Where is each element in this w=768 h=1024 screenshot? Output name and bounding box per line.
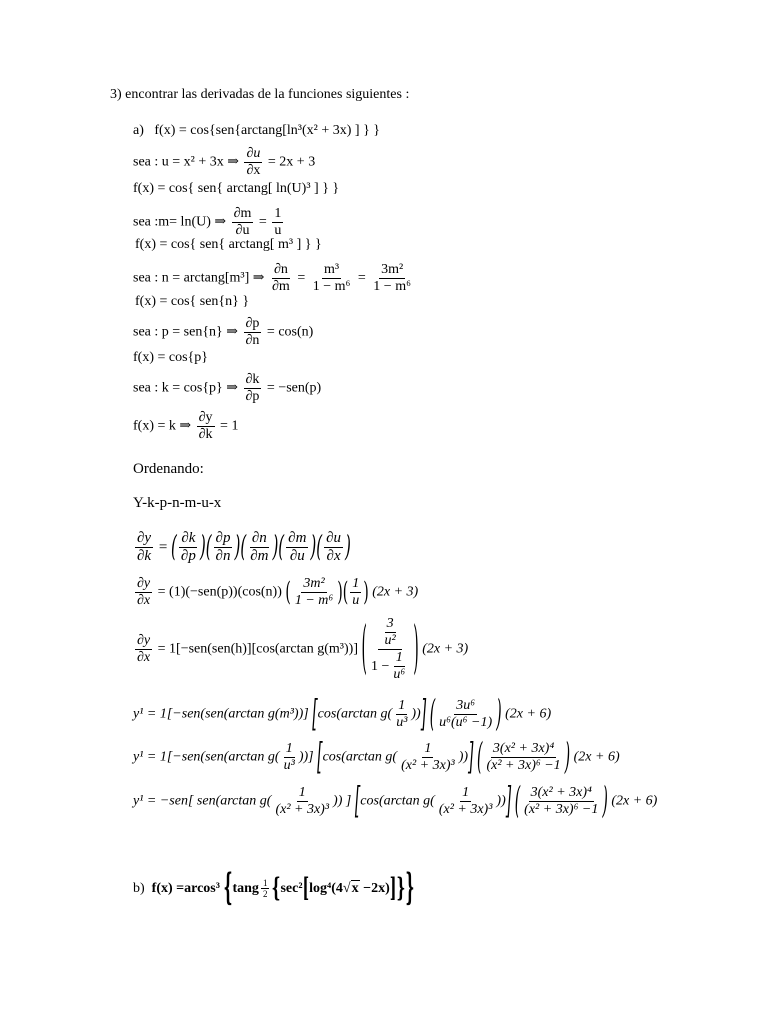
eq-f2: f(x) = cos{ sen{ arctang[ ln(U)³ ] } }: [133, 181, 340, 196]
problem-heading: 3) encontrar las derivadas de la funciones siguientes :: [110, 87, 410, 102]
derivation-5: y¹ = 1[−sen(sen(arctan g( $\frac{1}{\text{u³}}$ ))] [cos(arctan g( $\frac{1}{\text{(x² + 3x)³}}$ ))] ( $\frac{\text{3(x² + 3x)⁴}}{\text{(x² + 3x)⁶ −1}}$ ) (2x + 6): [133, 736, 620, 779]
nested-fraction: $\frac{3}{\text{u²}}$ 1 − $\frac{1}{\text{u⁶}}$: [370, 616, 406, 683]
ordenando-label: Ordenando:: [133, 461, 204, 477]
derivation-2: $\frac{\partial y}{\partial x}$ = (1)(−sen(p))(cos(n)) ( $\frac{\text{3m²}}{\text{1 − m⁶}}$ )( $\frac{1}{u}$ ) (2x + 3): [137, 576, 419, 609]
chain-rule-eq: $\frac{\partial y}{\partial k}$ = ( $\frac{\partial k}{\partial p}$ )( $\frac{\partial p}{\partial n}$ )( $\frac{\partial n}{\partial m}$ )( $\frac{\partial m}{\partial u}$ )( $\frac{\partial u}{\partial x}$ ): [137, 529, 351, 565]
eq-f3: f(x) = cos{ sen{ arctang[ m³ ] } }: [135, 237, 322, 252]
eq-f6: f(x) = k ⇒ $\frac{\partial y}{\partial k}$ = 1: [133, 410, 239, 443]
part-b-marker: b): [133, 880, 145, 896]
eq-sub-k: sea : k = cos{p} ⇒ $\frac{\partial k}{\partial p}$ = −sen(p): [133, 372, 322, 405]
part-a-marker: a): [133, 123, 144, 138]
eq-f1: a) f(x) = cos{sen{arctang[ln³(x² + 3x) ] } }: [133, 123, 381, 138]
part-b-eq: b) f(x) =arcos³ {tang $\frac{1}{2}$ {sec²[log⁴(4√x −2x)]}}: [133, 868, 415, 910]
frac-du-dx: $\frac{\partial u}{\partial x}$: [246, 146, 261, 179]
eq-f5: f(x) = cos{p}: [133, 350, 208, 365]
derivation-3: $\frac{\partial y}{\partial x}$ = 1[−sen(sen(h)][cos(arctan g(m³))] ( $\frac{3}{\text{u²}}$ 1 − $\frac{1}{\text{u⁶}}$ ) (2x + 3): [137, 616, 469, 683]
eq-f4: f(x) = cos{ sen{n} }: [135, 294, 250, 309]
eq-sub-u: sea : u = x² + 3x ⇒ $\frac{\partial u}{\partial x}$ = 2x + 3: [133, 146, 316, 179]
derivation-4: y¹ = 1[−sen(sen(arctan g(m³))] [cos(arctan g( $\frac{1}{\text{u³}}$ ))] ( $\frac{\text{3u⁶}}{\text{u⁶(u⁶ −1)}}$ ) (2x + 6): [133, 693, 552, 736]
chain-order: Y-k-p-n-m-u-x: [133, 495, 222, 511]
eq-sub-n: sea : n = arctang[m³] ⇒ $\frac{\partial n}{\partial m}$ = $\frac{\text{m³}}{\text{1 − m⁶}}$ = $\frac{\text{3m²}}{\text{1 − m⁶}}$: [133, 262, 411, 295]
derivation-6: y¹ = −sen[ sen(arctan g( $\frac{1}{\text{(x² + 3x)³}}$ )) ] [cos(arctan g( $\frac{1}{\text{(x² + 3x)³}}$ ))] ( $\frac{\text{3(x² + 3x)⁴}}{\text{(x² + 3x)⁶ −1}}$ ) (2x + 6): [133, 780, 658, 823]
eq-sub-m: sea :m= ln(U) ⇒ $\frac{\partial m}{\partial u}$ = $\frac{1}{u}$: [133, 206, 282, 239]
eq-sub-p: sea : p = sen{n} ⇒ $\frac{\partial p}{\partial n}$ = cos(n): [133, 316, 314, 349]
